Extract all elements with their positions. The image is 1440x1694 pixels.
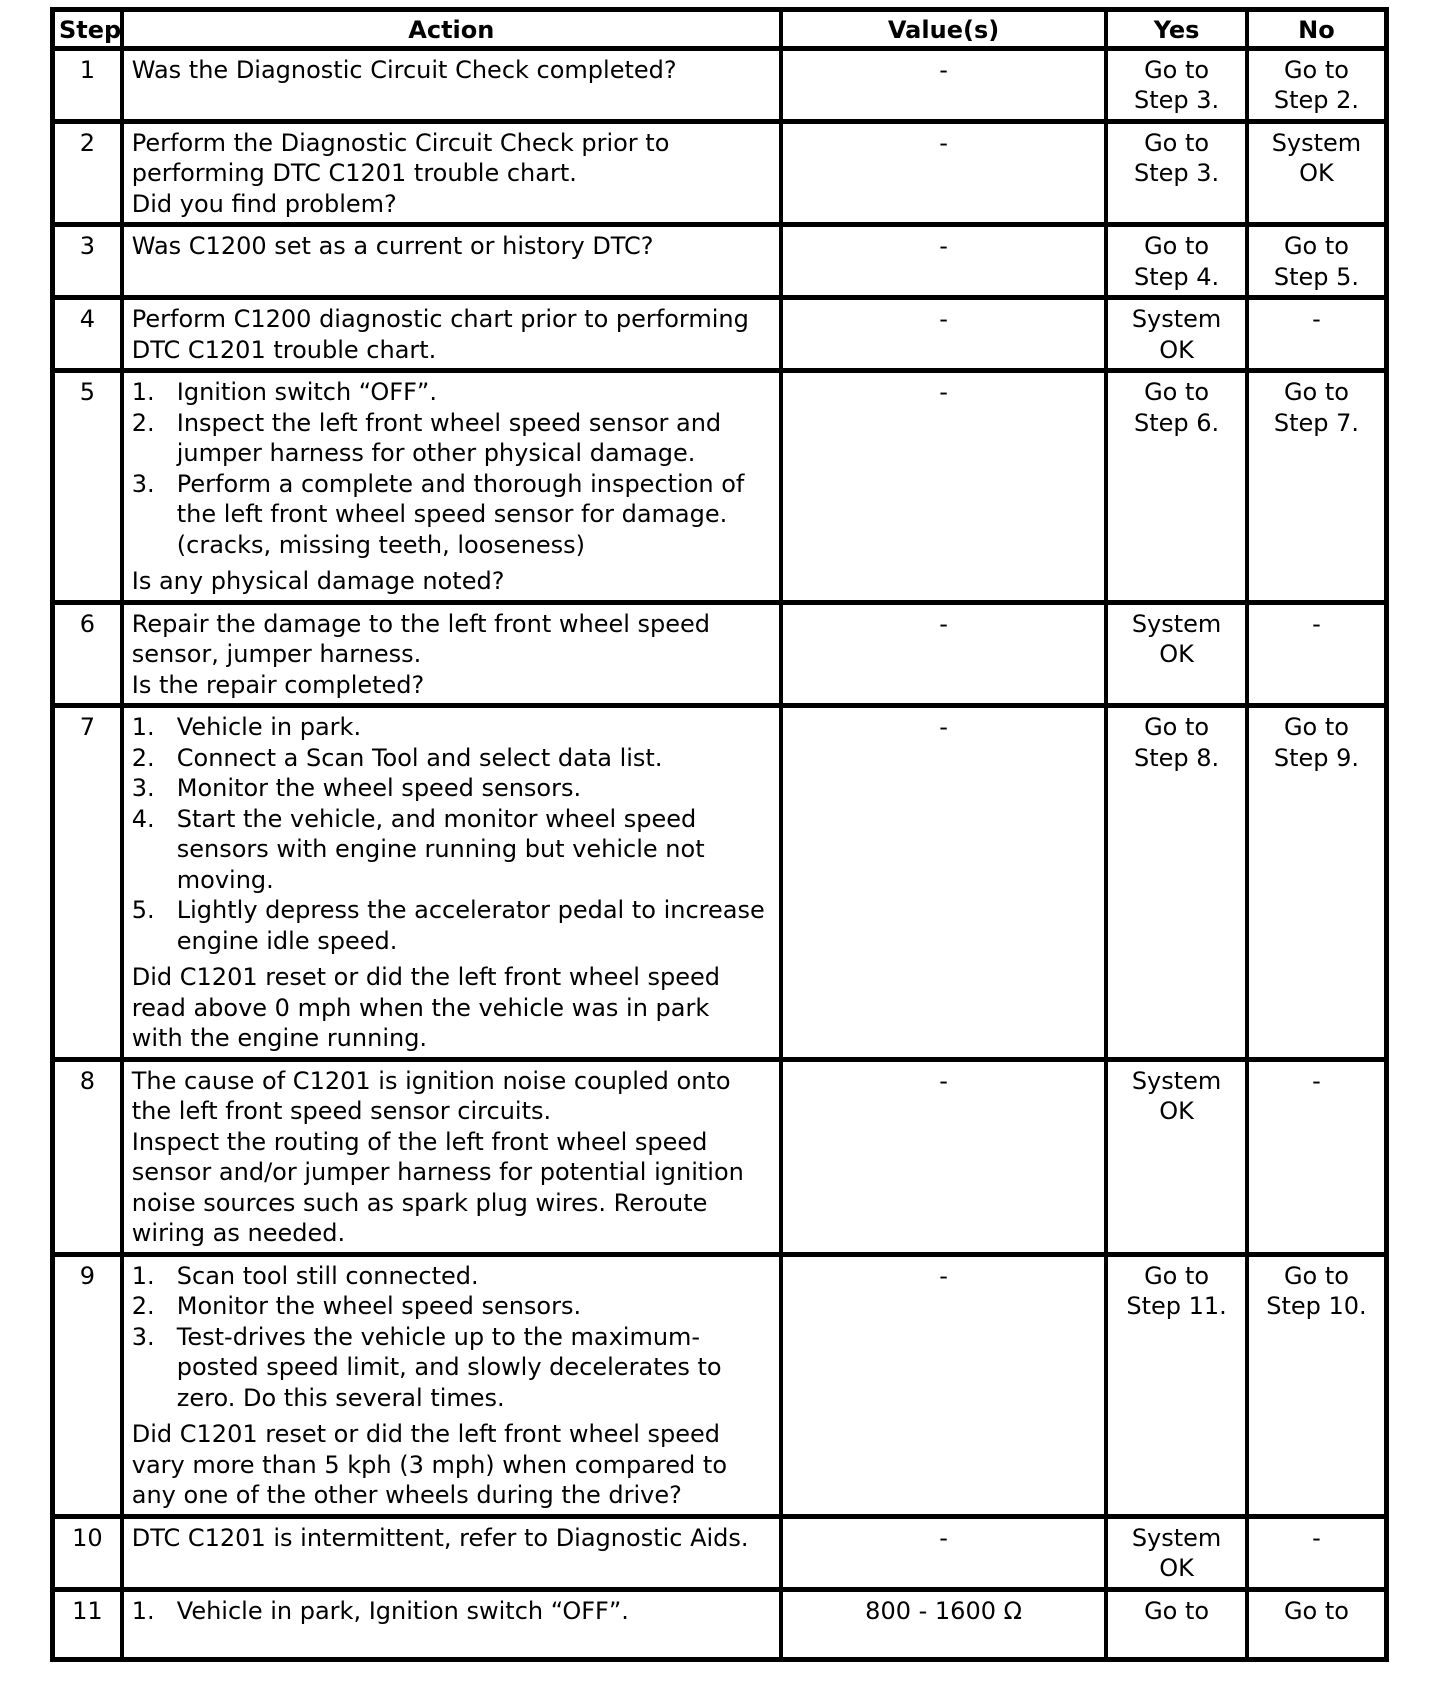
header-values: Value(s) [781, 10, 1106, 49]
action-step-number: 1. [131, 378, 155, 406]
action-step-item [132, 895, 771, 956]
action-step-number: 3. [131, 1322, 155, 1351]
action-cell [122, 706, 781, 1060]
action-step-text [177, 1596, 771, 1627]
no-line: Step 10. [1266, 1292, 1367, 1320]
yes-cell [1106, 298, 1247, 371]
no-cell [1247, 1516, 1387, 1589]
yes-line: Step 11. [1126, 1292, 1227, 1320]
yes-line: Go to [1144, 1596, 1210, 1625]
yes-cell [1106, 602, 1247, 706]
header-yes: Yes [1106, 10, 1247, 49]
action-step-line: Connect a Scan Tool and select data list. [176, 743, 663, 772]
table-body [53, 48, 1387, 1659]
action-step-number: 3. [131, 774, 155, 802]
action-step-item [132, 804, 771, 896]
table-row [53, 602, 1387, 706]
action-step-item [132, 743, 771, 774]
action-cell [122, 121, 781, 225]
no-cell [1247, 706, 1387, 1060]
no-line: OK [1299, 159, 1334, 187]
action-step-item [132, 1291, 771, 1322]
action-step-item [132, 469, 771, 561]
table-row [53, 371, 1387, 603]
action-step-number: 2. [131, 1292, 155, 1320]
action-step-text [177, 804, 771, 896]
no-line: Go to [1283, 1261, 1349, 1290]
no-line: Step 2. [1273, 86, 1360, 114]
action-line: sensor and/or jumper harness for potential ignition [131, 1158, 744, 1186]
table-row [53, 48, 1387, 121]
action-step-text [177, 712, 771, 743]
step-number: 5 [53, 371, 122, 603]
table-row [53, 121, 1387, 225]
action-step-line: Test-drives the vehicle up to the maximum- [176, 1322, 701, 1351]
yes-line: Go to [1144, 378, 1210, 406]
value-cell: - [781, 121, 1106, 225]
action-cell [122, 1254, 781, 1516]
no-line: Step 5. [1273, 262, 1360, 291]
value-cell: - [781, 602, 1106, 706]
action-cell [122, 225, 781, 298]
action-step-line: zero. Do this several times. [176, 1383, 505, 1412]
action-line: DTC C1201 is intermittent, refer to Diagnostic Aids. [131, 1523, 749, 1552]
step-number: 2 [53, 121, 122, 225]
action-step-item [132, 773, 771, 804]
yes-cell [1106, 1589, 1247, 1659]
yes-line: Go to [1144, 713, 1210, 741]
yes-cell [1106, 1254, 1247, 1516]
action-line: the left front speed sensor circuits. [131, 1097, 552, 1125]
no-cell [1247, 371, 1387, 603]
action-step-text [177, 1322, 771, 1414]
action-question-line: Is any physical damage noted? [131, 567, 505, 595]
action-cell [122, 371, 781, 603]
yes-line: OK [1159, 640, 1194, 668]
action-line: Was the Diagnostic Circuit Check completed? [131, 55, 677, 84]
value-cell: - [781, 1516, 1106, 1589]
action-step-number: 2. [131, 743, 155, 772]
step-number: 6 [53, 602, 122, 706]
table-row [53, 706, 1387, 1060]
step-number: 1 [53, 48, 122, 121]
step-number: 10 [53, 1516, 122, 1589]
action-cell [122, 48, 781, 121]
action-line: Repair the damage to the left front wheel speed [131, 609, 711, 638]
no-line: Go to [1283, 1596, 1349, 1625]
action-question [132, 962, 771, 1054]
action-step-number: 1. [131, 1261, 155, 1290]
action-line: Perform C1200 diagnostic chart prior to performing [131, 305, 749, 333]
action-step-text [177, 1291, 771, 1322]
no-line: Go to [1283, 232, 1349, 260]
action-step-line: the left front wheel speed sensor for damage. [176, 500, 728, 528]
value-cell: - [781, 48, 1106, 121]
action-step-line: Vehicle in park, Ignition switch “OFF”. [176, 1596, 629, 1625]
yes-line: System [1131, 305, 1222, 333]
action-step-line: Scan tool still connected. [176, 1261, 479, 1290]
action-line: Did you find problem? [131, 189, 397, 218]
action-line: noise sources such as spark plug wires. Reroute [131, 1188, 708, 1217]
step-number: 8 [53, 1059, 122, 1254]
action-step-text [177, 469, 771, 561]
yes-line: Step 6. [1133, 408, 1220, 437]
yes-cell [1106, 225, 1247, 298]
header-no: No [1247, 10, 1387, 49]
no-line: Go to [1283, 713, 1349, 741]
table-row [53, 1589, 1387, 1659]
no-line: Step 9. [1273, 743, 1360, 772]
action-line: performing DTC C1201 trouble chart. [131, 159, 577, 187]
action-cell [122, 1516, 781, 1589]
yes-line: Go to [1144, 232, 1210, 260]
value-cell: 800 - 1600 Ω [781, 1589, 1106, 1659]
no-line: Go to [1283, 55, 1349, 84]
action-step-text [177, 1261, 771, 1292]
action-step-number: 1. [131, 713, 155, 741]
action-step-number: 1. [131, 1596, 155, 1625]
table-row [53, 1254, 1387, 1516]
action-question-line: read above 0 mph when the vehicle was in park [131, 993, 710, 1022]
action-step-text [177, 895, 771, 956]
no-cell [1247, 1254, 1387, 1516]
no-line: System [1271, 128, 1362, 157]
action-step-line: Monitor the wheel speed sensors. [176, 774, 582, 802]
value-cell: - [781, 371, 1106, 603]
action-cell [122, 1589, 781, 1659]
action-question-line: any one of the other wheels during the drive? [131, 1481, 682, 1509]
action-line: The cause of C1201 is ignition noise coupled onto [131, 1066, 731, 1095]
action-question-line: vary more than 5 kph (3 mph) when compared to [131, 1450, 727, 1479]
action-step-number: 2. [131, 408, 155, 437]
action-step-line: Monitor the wheel speed sensors. [176, 1292, 582, 1320]
action-step-line: Perform a complete and thorough inspection of [176, 469, 745, 498]
action-step-item [132, 1322, 771, 1414]
action-steps-list [132, 1261, 771, 1414]
no-cell [1247, 121, 1387, 225]
action-step-line: posted speed limit, and slowly decelerates to [176, 1353, 722, 1381]
action-step-text [177, 743, 771, 774]
step-number: 4 [53, 298, 122, 371]
value-cell: - [781, 1254, 1106, 1516]
no-cell [1247, 602, 1387, 706]
header-step: Step [53, 10, 122, 49]
action-step-number: 3. [131, 469, 155, 498]
action-line: Perform the Diagnostic Circuit Check prior to [131, 128, 670, 157]
action-step-item [132, 1596, 771, 1627]
action-step-line: Ignition switch “OFF”. [176, 378, 437, 406]
action-line: Was C1200 set as a current or history DTC? [131, 232, 654, 260]
no-line: - [1312, 609, 1321, 638]
yes-cell [1106, 371, 1247, 603]
yes-line: System [1131, 1066, 1222, 1095]
action-question-line: with the engine running. [131, 1024, 428, 1052]
action-line: sensor, jumper harness. [131, 640, 422, 668]
yes-cell [1106, 48, 1247, 121]
action-step-line: Lightly depress the accelerator pedal to increase [176, 896, 765, 924]
no-cell [1247, 225, 1387, 298]
action-line: Inspect the routing of the left front wheel speed [131, 1127, 708, 1156]
value-cell: - [781, 706, 1106, 1060]
header-row [53, 10, 1387, 49]
no-line: - [1312, 1523, 1321, 1552]
action-line: DTC C1201 trouble chart. [131, 335, 437, 364]
yes-line: Step 3. [1133, 86, 1220, 114]
yes-line: System [1131, 1523, 1222, 1552]
table-row [53, 1516, 1387, 1589]
value-cell: - [781, 1059, 1106, 1254]
step-number: 11 [53, 1589, 122, 1659]
action-step-item [132, 408, 771, 469]
action-question [132, 566, 771, 597]
no-cell [1247, 1059, 1387, 1254]
no-line: Go to [1283, 378, 1349, 406]
action-step-item [132, 1261, 771, 1292]
step-number: 7 [53, 706, 122, 1060]
action-question [132, 1419, 771, 1511]
table-row [53, 225, 1387, 298]
action-step-line: moving. [176, 865, 274, 894]
yes-line: OK [1159, 1554, 1194, 1582]
yes-line: Step 8. [1133, 743, 1220, 772]
no-cell [1247, 48, 1387, 121]
yes-cell [1106, 706, 1247, 1060]
header-action: Action [122, 10, 781, 49]
action-cell [122, 602, 781, 706]
yes-cell [1106, 121, 1247, 225]
yes-cell [1106, 1059, 1247, 1254]
action-step-line: Start the vehicle, and monitor wheel speed [176, 804, 697, 833]
action-step-line: (cracks, missing teeth, looseness) [176, 530, 586, 559]
yes-line: System [1131, 609, 1222, 638]
action-step-number: 5. [131, 896, 155, 924]
action-steps-list [132, 712, 771, 956]
action-step-line: Vehicle in park. [176, 713, 362, 741]
no-cell [1247, 298, 1387, 371]
yes-line: OK [1159, 1097, 1194, 1125]
action-steps-list [132, 1596, 771, 1627]
action-question-line: Did C1201 reset or did the left front wheel speed [131, 1420, 721, 1448]
action-step-number: 4. [131, 804, 155, 833]
table-row [53, 298, 1387, 371]
action-cell [122, 298, 781, 371]
diagnostic-table [50, 7, 1389, 1662]
action-step-text [177, 377, 771, 408]
action-step-text [177, 773, 771, 804]
yes-line: Go to [1144, 55, 1210, 84]
no-line: Step 7. [1273, 408, 1360, 437]
action-step-line: engine idle speed. [176, 926, 398, 955]
action-steps-list [132, 377, 771, 560]
yes-line: Step 3. [1133, 159, 1220, 187]
no-line: - [1312, 305, 1321, 333]
no-line: - [1312, 1066, 1321, 1095]
action-step-line: sensors with engine running but vehicle not [176, 835, 705, 863]
action-step-line: jumper harness for other physical damage. [176, 439, 696, 467]
action-step-text [177, 408, 771, 469]
action-step-line: Inspect the left front wheel speed sensor and [176, 408, 722, 437]
yes-line: Go to [1144, 1261, 1210, 1290]
yes-line: OK [1159, 335, 1194, 364]
no-cell [1247, 1589, 1387, 1659]
yes-cell [1106, 1516, 1247, 1589]
action-line: Is the repair completed? [131, 670, 425, 699]
yes-line: Go to [1144, 128, 1210, 157]
yes-line: Step 4. [1133, 262, 1220, 291]
table-row [53, 1059, 1387, 1254]
step-number: 3 [53, 225, 122, 298]
value-cell: - [781, 225, 1106, 298]
step-number: 9 [53, 1254, 122, 1516]
action-step-item [132, 377, 771, 408]
action-line: wiring as needed. [131, 1219, 346, 1247]
value-cell: - [781, 298, 1106, 371]
action-cell [122, 1059, 781, 1254]
action-question-line: Did C1201 reset or did the left front wheel speed [131, 963, 721, 991]
action-step-item [132, 712, 771, 743]
